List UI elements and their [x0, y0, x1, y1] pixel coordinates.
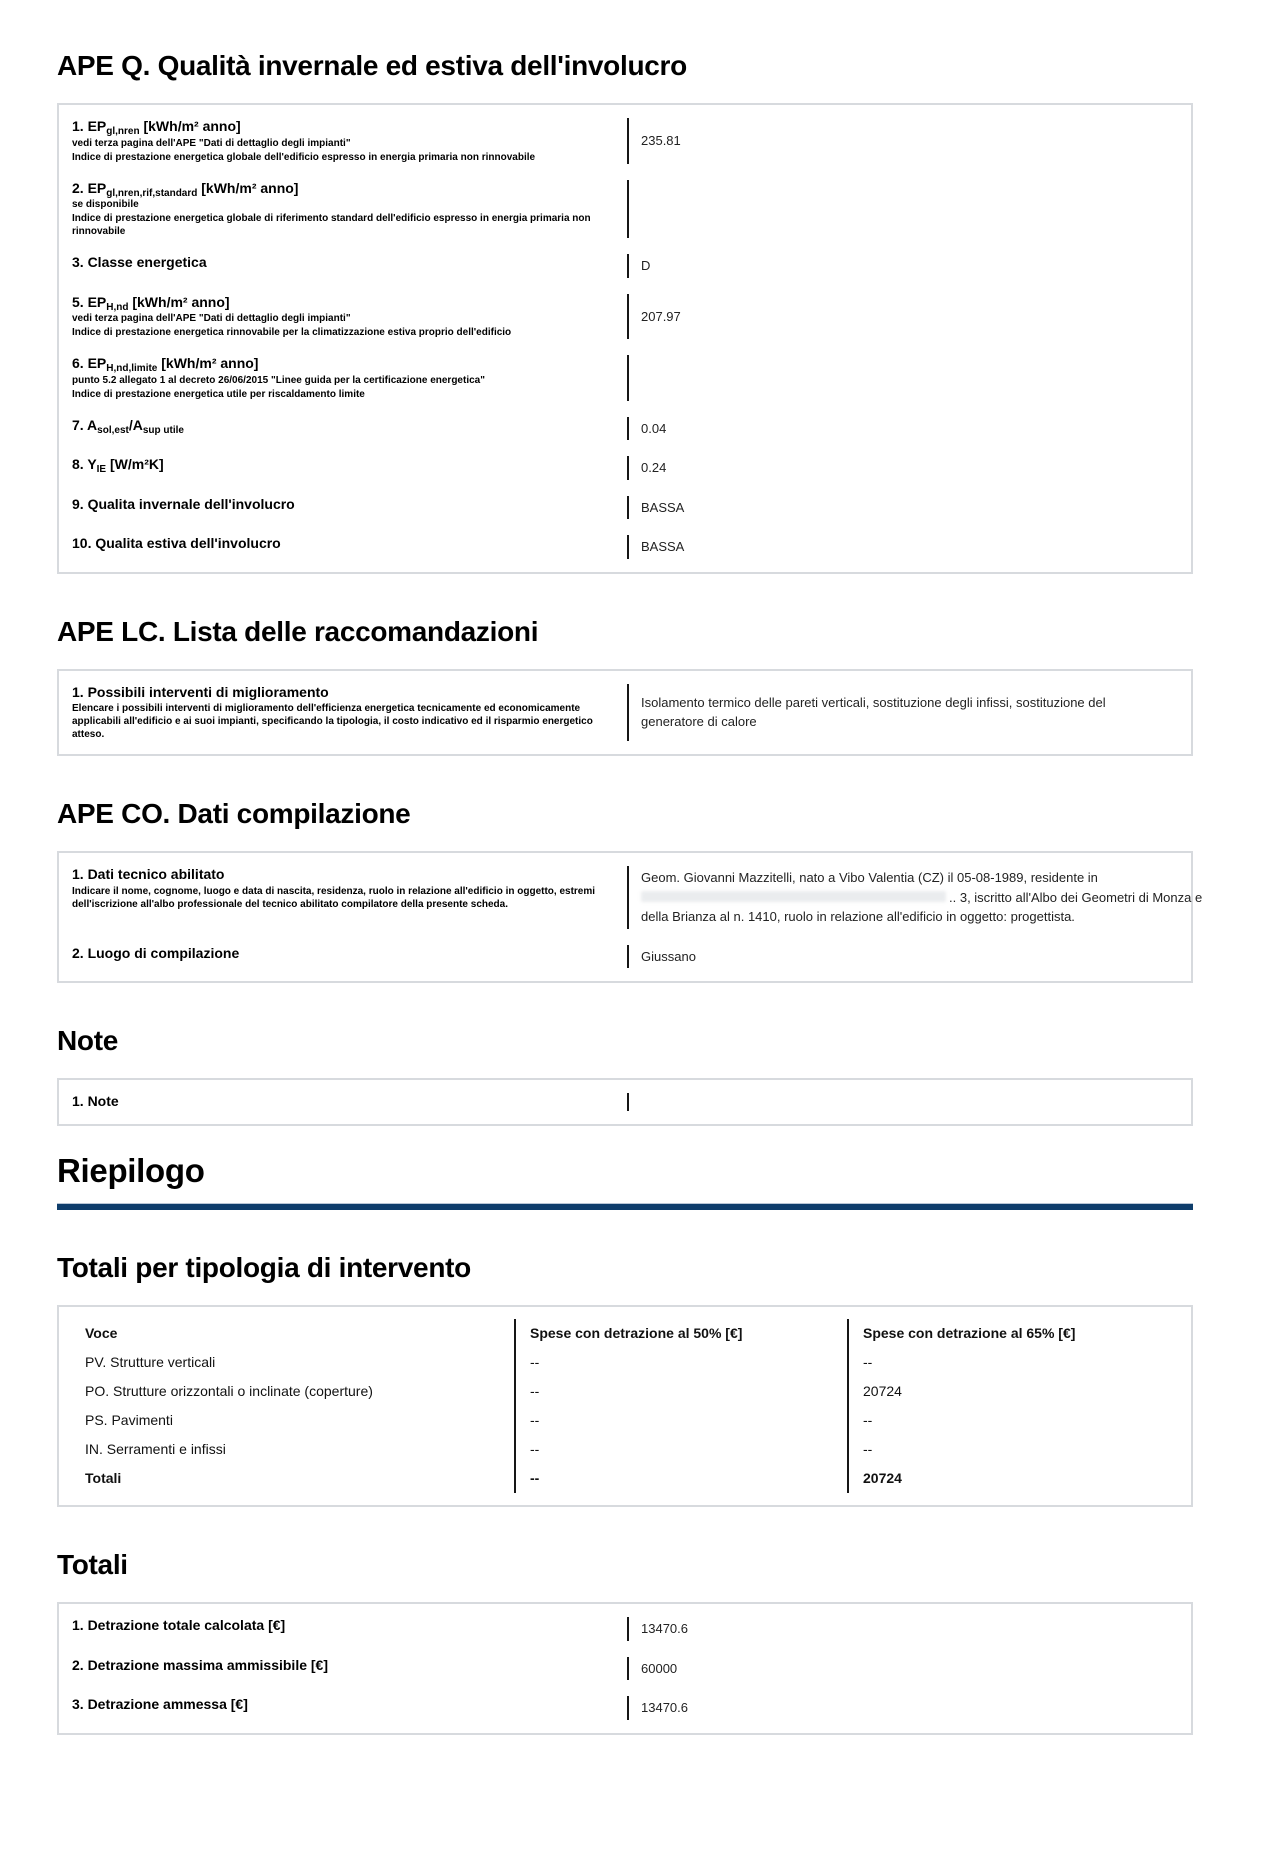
row-value [627, 1093, 1178, 1111]
row-value [627, 456, 1178, 480]
field-table [57, 851, 1203, 983]
row-value-text: 13470.6 [641, 1621, 688, 1636]
row-value-text: della Brianza al n. 1410, ruolo in relazione all'edificio in oggetto: progettista. [641, 909, 1075, 924]
label-text: 8. Y [72, 456, 97, 472]
summary-cell: PV. Strutture verticali [85, 1354, 216, 1370]
table-row [59, 1649, 1191, 1689]
label-text: 2. EP [72, 179, 107, 196]
row-label [72, 1696, 627, 1720]
row-description: Elencare i possibili interventi di miglioramento dell'efficienza energetica tecnicamente ed economicamente applicabili all'edificio e ai suoi impianti, specificando la tipologia, il costo indicativo ed il risparmio energetico atteso. [72, 703, 593, 740]
column-header: Spese con detrazione al 50% [€] [514, 1319, 847, 1348]
row-description: Indice di prestazione energetica globale dell'edificio espresso in energia primaria non rinnovabile [72, 151, 536, 163]
row-description: Indicare il nome, cognome, luogo e data di nascita, residenza, ruolo in relazione all'edificio in oggetto, estremi dell'iscrizione all'albo professionale del tecnico abilitato compilatore della presente scheda. [72, 885, 596, 910]
label-text: 1. Possibili interventi di miglioramento [72, 683, 329, 700]
summary-cell: PO. Strutture orizzontali o inclinate (coperture) [85, 1383, 373, 1399]
row-label-main [72, 1696, 603, 1714]
row-label [72, 945, 627, 969]
row-label-main [72, 684, 603, 702]
table-row [59, 1688, 1191, 1728]
row-value-text: D [641, 258, 651, 273]
row-value-line [641, 907, 1202, 927]
row-label-main [72, 417, 603, 435]
row-label [72, 180, 627, 239]
row-value [627, 945, 1178, 969]
row-label [72, 254, 627, 278]
row-value [627, 355, 1178, 401]
row-value [627, 684, 1178, 742]
row-label [72, 417, 627, 441]
row-value-line [641, 868, 1202, 888]
row-description: vedi terza pagina dell'APE "Dati di dettaglio degli impianti" [72, 313, 351, 324]
row-value [627, 535, 1178, 559]
label-text: 1. Note [72, 1093, 119, 1109]
row-label-main [72, 866, 603, 884]
label-subscript: IE [96, 464, 107, 475]
label-text: 1. Dati tecnico abilitato [72, 866, 225, 882]
row-value [627, 180, 1178, 239]
label-subscript: sol,est [97, 424, 129, 436]
row-label-main [72, 1093, 603, 1111]
section-heading: APE Q. Qualità invernale ed estiva dell'involucro [57, 50, 687, 81]
summary-row [59, 1435, 1191, 1464]
label-text: /A [128, 416, 143, 433]
label-subscript: gl,nren,rif,standard [106, 187, 198, 199]
row-description: Indice di prestazione energetica globale di riferimento standard dell'edificio espresso in energia primaria non rinnovabile [72, 213, 591, 237]
table-row [59, 246, 1191, 286]
field-table [57, 1602, 1193, 1735]
row-value-text: BASSA [641, 539, 685, 554]
row-label [72, 355, 627, 401]
table-row [59, 858, 1203, 937]
section-heading: Totali [57, 1549, 128, 1580]
summary-cell: -- [514, 1348, 847, 1377]
row-value [627, 417, 1178, 441]
summary-cell: -- [847, 1435, 1191, 1464]
row-label-main [72, 118, 603, 136]
row-description: vedi terza pagina dell'APE "Dati di dettaglio degli impianti" [72, 137, 351, 149]
table-row [59, 937, 1191, 977]
redacted-text [641, 891, 946, 902]
row-value-text: 60000 [641, 1660, 678, 1676]
label-text: 2. Luogo di compilazione [72, 944, 240, 961]
row-label [72, 294, 627, 340]
summary-cell: -- [847, 1406, 1191, 1435]
summary-cell: 20724 [847, 1377, 1191, 1406]
label-text: 1. Detrazione totale calcolata [€] [72, 1617, 286, 1633]
row-value [627, 254, 1178, 278]
accent-rule [57, 1203, 1193, 1210]
label-subscript: sup utile [142, 424, 184, 436]
row-description: se disponibile [72, 199, 139, 210]
summary-row [59, 1348, 1191, 1377]
row-label [72, 535, 627, 559]
row-label-main [72, 294, 603, 312]
label-text: [kWh/m² anno] [157, 355, 259, 371]
field-table [57, 1078, 1193, 1126]
column-header: Voce [85, 1325, 118, 1341]
label-text: 5. EP [72, 293, 107, 310]
label-subscript: H,nd,limite [106, 363, 158, 374]
row-value-line [641, 693, 1174, 713]
column-header: Spese con detrazione al 65% [€] [847, 1319, 1191, 1348]
row-label [72, 118, 627, 164]
table-row [59, 347, 1191, 409]
row-label-main [72, 355, 603, 373]
label-text: 3. Classe energetica [72, 254, 207, 270]
row-value [627, 118, 1178, 164]
field-table [57, 669, 1193, 757]
summary-cell: PS. Pavimenti [85, 1412, 173, 1428]
table-row [59, 286, 1191, 348]
label-text: [W/m²K] [106, 456, 164, 472]
row-value-text: Giussano [641, 948, 696, 964]
section-heading: Note [57, 1025, 119, 1056]
row-value-text: 13470.6 [641, 1700, 688, 1715]
row-value-line [641, 712, 1174, 732]
row-label [72, 1617, 627, 1641]
row-value-text: Geom. Giovanni Mazzitelli, nato a Vibo Valentia (CZ) il 05-08-1989, residente in [641, 870, 1098, 885]
label-text: 1. EP [72, 118, 107, 134]
field-table [57, 103, 1193, 574]
row-value [627, 1617, 1178, 1641]
table-row [59, 110, 1191, 172]
summary-cell: -- [514, 1406, 847, 1435]
table-row [59, 1085, 1191, 1119]
table-row [59, 172, 1191, 247]
row-description: Indice di prestazione energetica utile per riscaldamento limite [72, 388, 365, 400]
row-value [627, 866, 1206, 929]
summary-row [59, 1464, 1191, 1493]
row-value [627, 496, 1178, 520]
row-label-main [72, 1617, 603, 1635]
table-row [59, 676, 1191, 750]
summary-cell: -- [847, 1348, 1191, 1377]
label-text: 10. Qualita estiva dell'involucro [72, 535, 281, 551]
section-heading: APE CO. Dati compilazione [57, 798, 411, 829]
row-value-text: generatore di calore [641, 714, 757, 730]
row-value-text: 0.04 [641, 420, 667, 436]
label-text: 7. A [72, 416, 98, 433]
summary-cell: -- [514, 1435, 847, 1464]
table-row [59, 488, 1191, 528]
label-text: [kWh/m² anno] [197, 179, 299, 196]
row-description: Indice di prestazione energetica rinnovabile per la climatizzazione estiva proprio dell'edificio [72, 327, 512, 338]
table-row [59, 527, 1191, 567]
table-row [59, 448, 1191, 488]
row-label-main [72, 496, 603, 514]
summary-table [57, 1305, 1193, 1507]
row-value [627, 1696, 1178, 1720]
summary-cell: 20724 [847, 1464, 1191, 1493]
row-value [627, 1657, 1178, 1681]
row-value-text: 235.81 [641, 133, 681, 148]
row-value-text: Isolamento termico delle pareti verticali, sostituzione degli infissi, sostituzione del [641, 694, 1106, 710]
label-subscript: gl,nren [106, 126, 140, 137]
label-text: [kWh/m² anno] [139, 118, 241, 134]
row-value-line [641, 888, 1202, 908]
row-label [72, 456, 627, 480]
summary-cell: -- [514, 1464, 847, 1493]
table-row [59, 1609, 1191, 1649]
row-label-main [72, 180, 603, 198]
summary-cell: IN. Serramenti e infissi [85, 1441, 226, 1457]
row-label-main [72, 456, 603, 474]
row-value [627, 294, 1178, 340]
row-value-text: 207.97 [641, 308, 681, 324]
summary-header-row [59, 1319, 1191, 1348]
label-text: 9. Qualita invernale dell'involucro [72, 495, 295, 512]
section-title: Riepilogo [57, 1152, 205, 1189]
section-heading: APE LC. Lista delle raccomandazioni [57, 615, 539, 647]
row-label [72, 496, 627, 520]
table-row [59, 409, 1191, 449]
row-value-text: .. 3, iscritto all'Albo dei Geometri di Monza e [949, 889, 1203, 905]
row-value-text: BASSA [641, 499, 685, 515]
label-text: 3. Detrazione ammessa [€] [72, 1696, 248, 1712]
row-label [72, 866, 627, 929]
label-text: 2. Detrazione massima ammissibile [€] [72, 1656, 328, 1673]
row-description: punto 5.2 allegato 1 al decreto 26/06/2015 "Linee guida per la certificazione energetica" [72, 374, 485, 386]
label-text: [kWh/m² anno] [128, 293, 230, 310]
row-label [72, 1093, 627, 1111]
label-subscript: H,nd [106, 301, 129, 313]
label-text: 6. EP [72, 355, 107, 371]
section-heading: Totali per tipologia di intervento [57, 1252, 471, 1283]
row-label-main [72, 945, 603, 963]
row-label [72, 1657, 627, 1681]
summary-cell: -- [514, 1377, 847, 1406]
row-label [72, 684, 627, 742]
summary-row [59, 1406, 1191, 1435]
row-label-main [72, 1657, 603, 1675]
row-value-text: 0.24 [641, 460, 667, 475]
summary-row [59, 1377, 1191, 1406]
summary-cell: Totali [85, 1470, 122, 1486]
row-label-main [72, 254, 603, 272]
row-label-main [72, 535, 603, 553]
